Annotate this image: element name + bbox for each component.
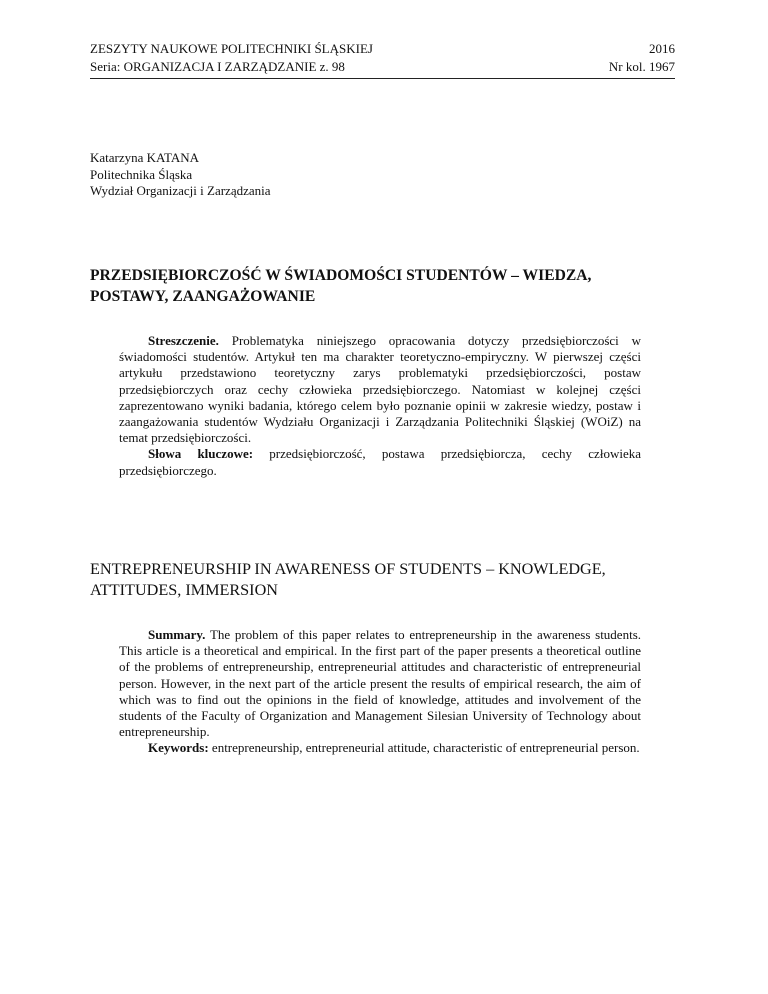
- polish-title: [90, 265, 680, 307]
- english-abstract-text: The problem of this paper relates to entrepreneurship in the awareness students. This article is a theoretical and empirical. In the first part of the paper presents a theoretical outline of the problems of entrepreneurship, entrepreneurial attitudes and characteristic of entrepreneurial person. However, in the next part of the article present the results of empirical research, the aim of which was to find out the opinions in the field of knowledge, attitudes and involvement of the students of the Faculty of Organization and Management Silesian University of Technology about entrepreneurship.: [119, 627, 641, 740]
- author-name: Katarzyna KATANA: [90, 150, 200, 165]
- journal-name: ZESZYTY NAUKOWE POLITECHNIKI ŚLĄSKIEJ: [90, 41, 373, 56]
- journal-header: [90, 40, 675, 79]
- journal-year: 2016: [649, 41, 675, 56]
- polish-abstract-text: Problematyka niniejszego opracowania dotyczy przedsiębiorczości w świadomości studentów. Artykuł ten ma charakter teoretyczno-empiryczny. W pierwszej części artykułu przedstawiono teoretyczny zarys problematyki przedsiębiorczości, postaw przedsiębiorczych oraz cechy człowieka przedsiębiorczego. Natomiast w kolejnej części zaprezentowano wyniki badania, którego celem było poznanie opinii w zakresie wiedzy, postaw i zaangażowania studentów Wydziału Organizacji i Zarządzania Politechniki Śląskiej (WOiZ) na temat przedsiębiorczości.: [119, 333, 641, 446]
- polish-title-line-1: PRZEDSIĘBIORCZOŚĆ W ŚWIADOMOŚCI STUDENTÓW – WIEDZA,: [90, 267, 592, 284]
- english-keywords-paragraph: [119, 740, 641, 756]
- author-university: Politechnika Śląska: [90, 166, 193, 182]
- english-title-line-1: ENTREPRENEURSHIP IN AWARENESS OF STUDENTS – KNOWLEDGE,: [90, 560, 606, 578]
- journal-series: Seria: ORGANIZACJA I ZARZĄDZANIE z. 98: [90, 59, 345, 74]
- polish-abstract-paragraph: [119, 333, 641, 446]
- author-block: [90, 150, 271, 200]
- polish-keywords-text: przedsiębiorczość, postawa przedsiębiorcza, cechy człowieka przedsiębiorczego.: [119, 446, 641, 478]
- polish-keywords-paragraph: [119, 446, 641, 478]
- header-row-1: [90, 40, 675, 58]
- english-title-line-2: ATTITUDES, IMMERSION: [90, 581, 278, 599]
- english-keywords-text: entrepreneurship, entrepreneurial attitude, characteristic of entrepreneurial person.: [208, 740, 640, 756]
- english-abstract: [119, 627, 641, 757]
- english-title: [90, 559, 680, 601]
- polish-abstract-label: Streszczenie.: [148, 333, 219, 348]
- author-faculty: Wydział Organizacji i Zarządzania: [90, 183, 271, 198]
- journal-number: Nr kol. 1967: [608, 59, 675, 74]
- english-abstract-label: Summary.: [148, 627, 206, 642]
- english-abstract-paragraph: [119, 627, 641, 740]
- polish-title-line-2: POSTAWY, ZAANGAŻOWANIE: [90, 288, 316, 305]
- header-row-2: [90, 58, 675, 76]
- polish-keywords-label: Słowa kluczowe:: [148, 446, 254, 462]
- polish-abstract: [119, 333, 641, 479]
- english-keywords-label: Keywords:: [148, 740, 209, 756]
